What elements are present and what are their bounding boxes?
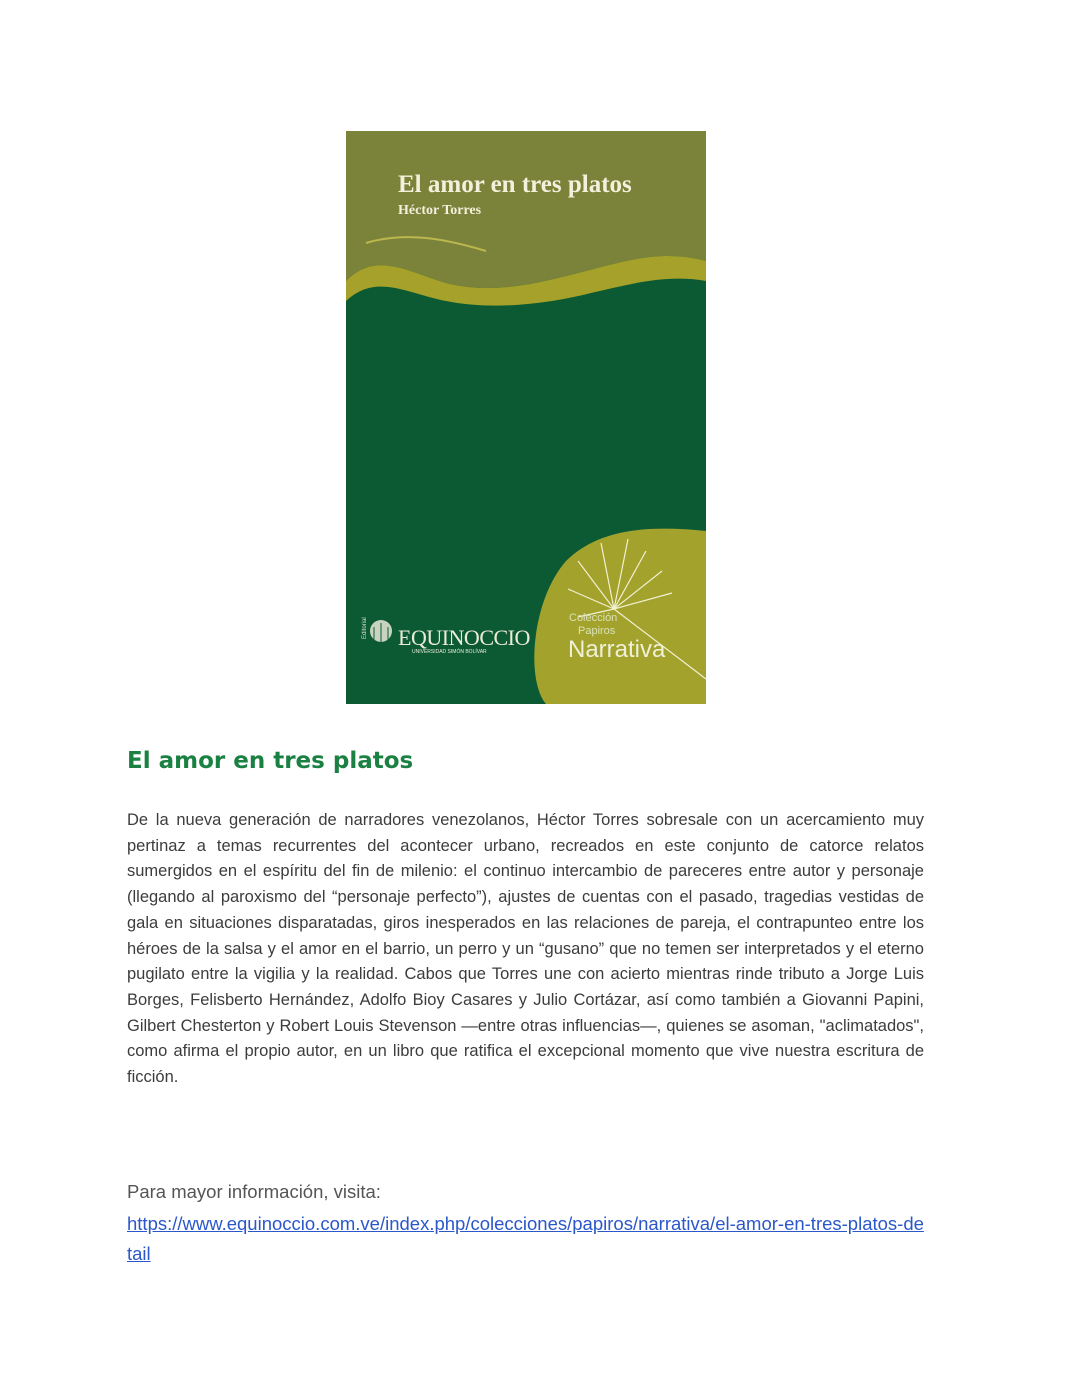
more-info-label: Para mayor información, visita:	[127, 1181, 381, 1202]
book-heading: El amor en tres platos	[127, 748, 414, 774]
cover-title: El amor en tres platos	[398, 171, 632, 198]
logo-subtitle: UNIVERSIDAD SIMÓN BOLÍVAR	[412, 649, 487, 655]
publisher-logo	[362, 617, 530, 659]
collection-label: Colección	[569, 612, 618, 624]
tree-logo-icon	[366, 619, 396, 645]
more-info-link[interactable]: https://www.equinoccio.com.ve/index.php/colecciones/papiros/narrativa/el-amor-en-tres-platos-detail	[127, 1213, 924, 1264]
collection-name: Narrativa	[568, 636, 666, 663]
book-cover	[346, 131, 706, 704]
book-description: De la nueva generación de narradores venezolanos, Héctor Torres sobresale con un acercamiento muy pertinaz a temas recurrentes del acontecer urbano, recreados en este conjunto de catorce relatos sumergidos en el espíritu del fin de milenio: el continuo intercambio de pareceres entre autor y personaje (llegando al paroxismo del “personaje perfecto”), ajustes de cuentas con el pasado, tragedias vestidas de gala en situaciones disparatadas, giros inesperados en las relaciones de pareja, el contrapunteo entre los héroes de la salsa y el amor en el barrio, un perro y un “gusano” que no temen ser interpretados y el eterno pugilato entre la vigilia y la realidad. Cabos que Torres une con acierto mientras rinde tributo a Jorge Luis Borges, Felisberto Hernández, Adolfo Bioy Casares y Julio Cortázar, así como también a Giovanni Papini, Gilbert Chesterton y Robert Louis Stevenson —entre otras influencias—, quienes se asoman, "aclimatados", como afirma el propio autor, en un libro que ratifica el excepcional momento que vive nuestra escritura de ficción.	[127, 811, 924, 1087]
collection-series: Papiros	[578, 625, 616, 637]
logo-tag: Editorial	[362, 617, 368, 639]
logo-name: EQUINOCCIO	[398, 625, 530, 650]
cover-author: Héctor Torres	[398, 203, 482, 218]
